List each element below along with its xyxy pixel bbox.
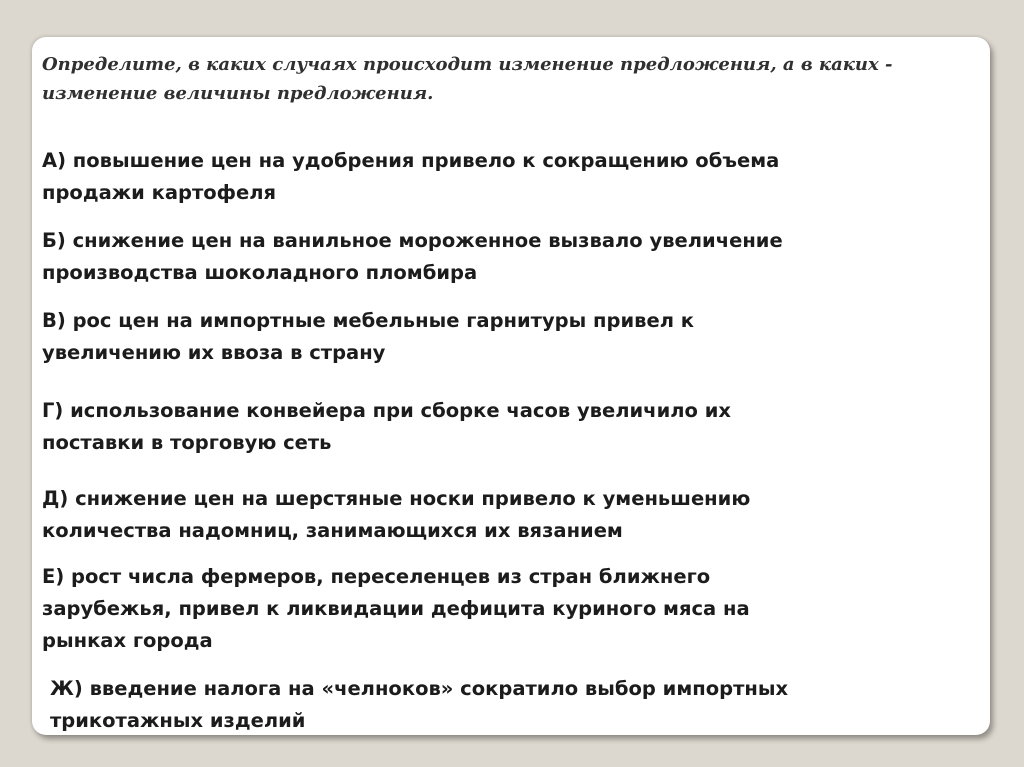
list-item-line: количества надомниц, занимающихся их вязанием [42, 519, 623, 542]
list-item-line: продажи картофеля [42, 181, 277, 204]
list-item-line: поставки в торговую сеть [42, 431, 332, 454]
slide-title [42, 50, 990, 108]
list-item-v [42, 305, 694, 369]
list-item-line: Ж) введение налога на «челноков» сократило выбор импортных [50, 677, 789, 700]
list-item-line: А) повышение цен на удобрения привело к сокращению объема [42, 149, 780, 172]
list-item-line: Б) снижение цен на ванильное мороженное вызвало увеличение [42, 229, 783, 252]
slide-card [32, 37, 990, 735]
list-item-line: трикотажных изделий [50, 709, 306, 732]
list-item-line: рынках города [42, 629, 213, 652]
list-item-line: производства шоколадного пломбира [42, 261, 478, 284]
list-item-line: Д) снижение цен на шерстяные носки привело к уменьшению [42, 487, 751, 510]
list-item-line: увеличению их ввоза в страну [42, 341, 386, 364]
list-item-b [42, 225, 783, 289]
slide-title-line: изменение величины предложения. [42, 83, 434, 104]
slide-title-line: Определите, в каких случаях происходит изменение предложения, а в каких - [42, 54, 893, 75]
list-item-line: Г) использование конвейера при сборке часов увеличило их [42, 399, 731, 422]
list-item-d [42, 483, 750, 547]
list-item-a [42, 145, 779, 209]
list-item-g [42, 395, 731, 459]
list-item-zh [50, 673, 788, 735]
list-item-line: В) рос цен на импортные мебельные гарнитуры привел к [42, 309, 695, 332]
list-item-e [42, 561, 750, 657]
list-item-line: зарубежья, привел к ликвидации дефицита куриного мяса на [42, 597, 750, 620]
list-item-line: Е) рост числа фермеров, переселенцев из стран ближнего [42, 565, 711, 588]
